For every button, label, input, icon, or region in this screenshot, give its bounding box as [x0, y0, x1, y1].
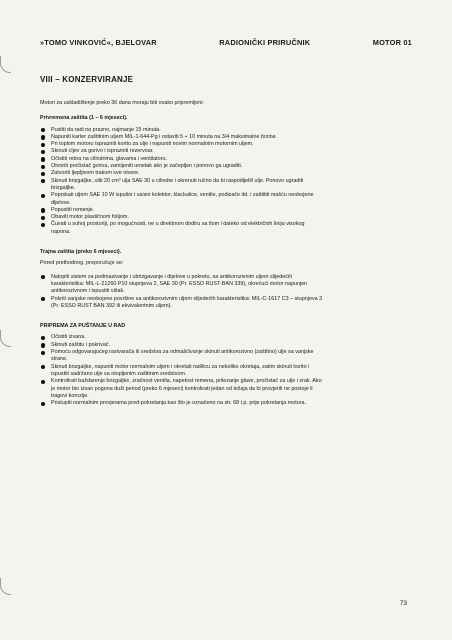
list-item: Zatvoriti ljepljivom trakom sve otvore.	[40, 170, 325, 177]
list-item: Očistiti rebra na cilindrima, glavama i ventilatoru.	[40, 156, 325, 163]
list-item: Poprskati uljem SAE 10 W ispušni i usisni kolektor, klackalice, ventile, podizače itd. i zaštititi mašću neobojene dijelove.	[40, 192, 325, 207]
list-item: Skinuti zaštitu i pokrivač.	[40, 342, 325, 349]
temporary-protection-heading: Privremena zaštita (1 – 6 mjeseci).	[40, 115, 128, 122]
list-item: Skinuti brizgaljke, napuniti motor normalnim uljem i okretati radilicu za nekoliko okretaja, zatim skinuti korito i ispustiti sadržano ulje sa otopljenim zaštitnim sredstvom.	[40, 364, 325, 379]
list-item: Popustiti remenje.	[40, 207, 325, 214]
startup-preparation-heading: PRIPREMA ZA PUŠTANJE U RAD	[40, 323, 126, 330]
list-item: Kontrolirati baždarenje brizgaljke, zračnost ventila, napetost remena, prilezanje glave, pročistač za ulje i zrak. Ako je motor bio izvan pogona duži period (preko 6 mjeseci) kontrolirati jedan od ležaja da bi provjerili ne postoje li tragovi korozije.	[40, 378, 325, 400]
temporary-protection-list	[40, 127, 325, 236]
list-item: Skinuti cijev za gorivo i isprazniti rezervoar.	[40, 148, 325, 155]
list-item: Obaviti motor plastičnom folijom.	[40, 214, 325, 221]
running-header	[40, 38, 412, 47]
header-manual-title: RADIONIČKI PRIRUČNIK	[219, 38, 311, 47]
list-item: Pokriti vanjske neobojene površine sa antikorozivnim uljem slijedećih karakteristika: MIL-C-1617 C3 – stupnjeva 3 (Pr. ESSO RUST BAN 392 ili ekvivalentnim uljem).	[40, 296, 325, 311]
intro-paragraph: Motori za uskladištenje preko 30 dana moraju biti ovako pripremljeni:	[40, 100, 204, 106]
list-item: Pri toplom motoru isprazniti korito za ulje i napuniti novim normalnim motornim uljem.	[40, 141, 325, 148]
list-item: Pomoću odgovarajućeg rastvarača ili sredstva za odmašćivanje skinuti antikorozivno (zaštitno) ulje sa vanjske strane.	[40, 349, 325, 364]
binding-mark	[0, 56, 11, 73]
list-item: Natopiti sistem za podmazivanje i ubrizgavanje i dijelove u pokretu, sa antikorozivnim uljem slijedećih karakteristika: MIL-L-21260 P10 stupnjeva 2, SAE 30 (Pr. ESSO RUST-BAN 339), okrećući motor napunjen antikorozivnom i ispustiti višak.	[40, 274, 325, 296]
section-title: VIII – KONZERVIRANJE	[40, 75, 134, 84]
list-item: Otvoriti pročistač goriva, zamijeniti umetak ako je začepljen i ponovo ga ugraditi.	[40, 163, 325, 170]
list-item: Očistiti izvana.	[40, 334, 325, 341]
header-model: MOTOR 01	[372, 38, 412, 47]
startup-preparation-list	[40, 334, 325, 407]
page-body	[40, 100, 325, 420]
binding-mark	[0, 578, 11, 595]
list-item: Skinuti brizgaljke, uliti 20 cm³ ulja SAE 30 u cilindre i okrenuti ručno da bi raspodijelili ulje. Ponovo ugraditi brizgaljke.	[40, 178, 325, 193]
list-item: Čuvati u suhoj prostoriji, po mogućnosti, ne u direktnom dodiru sa tlom i daleko od električnih linija visokog napona.	[40, 221, 325, 236]
page-number: 73	[400, 600, 408, 607]
list-item: Pustiti da radi na prazno, najmanje 15 minuta.	[40, 127, 325, 134]
list-item: Napuniti karter zaštitnim uljem MIL-1-644-Pg i ostaviti 5 ÷ 10 minuta na 3/4 maksimalne brzine.	[40, 134, 325, 141]
permanent-protection-heading: Trajna zaštita (preko 6 mjeseci).	[40, 249, 122, 256]
header-company: »TOMO VINKOVIĆ«, BJELOVAR	[40, 38, 157, 47]
permanent-protection-list	[40, 274, 325, 310]
list-item: Pristupiti normalnim provjerama pred-pokretanja kao što je označeno na str. 68 i.p. prije pokretanja motora.	[40, 400, 325, 407]
binding-mark	[0, 330, 11, 347]
permanent-protection-lead: Pored prethodnog, preporučuje se:	[40, 260, 124, 267]
